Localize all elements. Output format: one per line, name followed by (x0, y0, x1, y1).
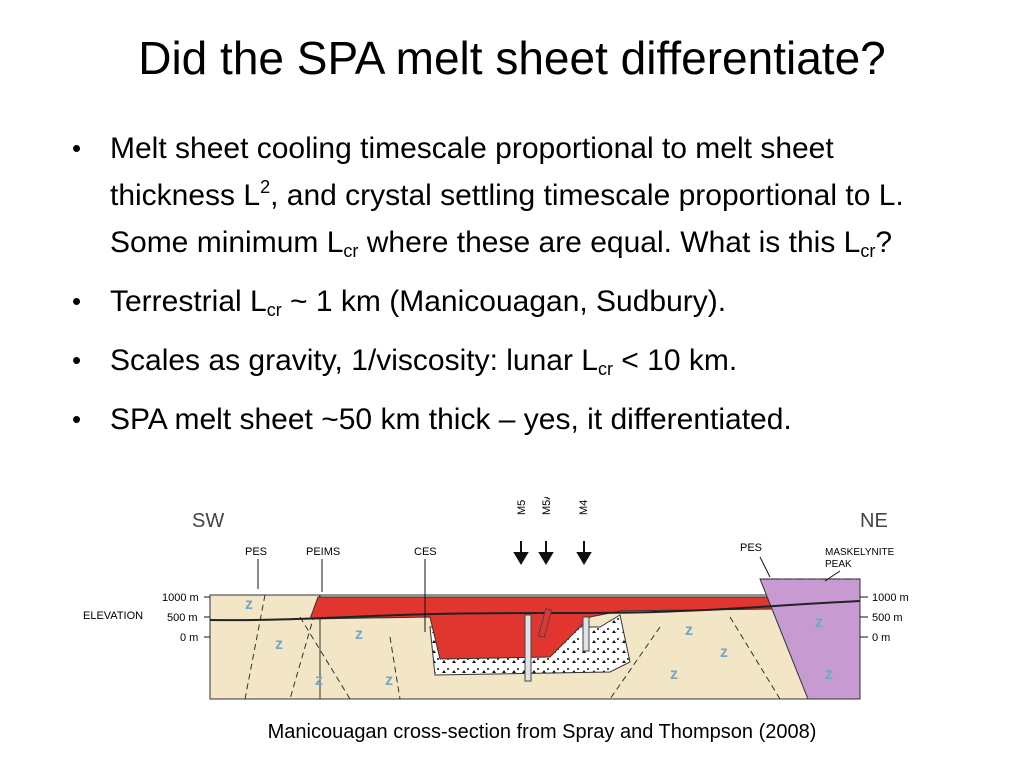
bullet-dot-icon: • (72, 286, 82, 316)
bullet-list (70, 125, 950, 455)
bullet-text: Melt sheet cooling timescale proportional to melt sheet thickness $L^2$, and crystal settling timescale proportional to L. Some minimum $L_{cr}$ where these are equal. What is this $L_{cr}$? (110, 132, 904, 261)
drill-label: M5A (541, 497, 553, 515)
drill-label: M5 (516, 499, 528, 515)
label-maskelynite: MASKELYNITE (825, 547, 895, 558)
bullet-item (70, 396, 950, 443)
label-pes-right: PES (740, 542, 763, 554)
svg-text:z: z (385, 672, 393, 689)
direction-sw: SW (192, 510, 225, 532)
svg-text:z: z (315, 672, 323, 689)
drill-core-m4 (583, 617, 589, 651)
svg-text:z: z (245, 596, 253, 613)
bullet-item (70, 337, 950, 384)
cross-section-diagram (80, 497, 940, 717)
label-peims: PEIMS (306, 546, 341, 558)
bullet-text: Scales as gravity, 1/viscosity: lunar $L_{cr} < 10$ km. (110, 344, 738, 379)
svg-text:z: z (815, 614, 823, 631)
label-ces: CES (414, 546, 437, 558)
bullet-item (70, 125, 950, 266)
country-rock-left (210, 595, 320, 699)
bullet-item (70, 278, 950, 325)
svg-text:z: z (825, 666, 833, 683)
slide-title: Did the SPA melt sheet differentiate? (138, 32, 886, 84)
elev-tick-right: 1000 m (872, 592, 909, 604)
direction-ne: NE (860, 510, 888, 532)
svg-text:z: z (275, 636, 283, 653)
svg-text:z: z (355, 626, 363, 643)
elev-tick-left: 500 m (167, 612, 198, 624)
bullet-text: Terrestrial $L_{cr}$ ~ 1 km (Manicouagan, Sudbury). (110, 285, 727, 320)
elev-tick-right: 500 m (872, 612, 903, 624)
elev-tick-right: 0 m (872, 632, 891, 644)
drill-core-m5 (525, 615, 531, 681)
label-pes-left: PES (245, 546, 268, 558)
svg-text:z: z (670, 666, 678, 683)
svg-text:z: z (685, 622, 693, 639)
bullet-dot-icon: • (72, 404, 82, 434)
elevation-label: ELEVATION (83, 610, 144, 622)
svg-text:z: z (720, 644, 728, 661)
bullet-text: SPA melt sheet ~50 km thick – yes, it differentiated. (110, 403, 792, 436)
cross-section-figure (80, 497, 940, 717)
drill-label: M4 (578, 499, 590, 515)
bullet-dot-icon: • (72, 345, 82, 375)
elev-tick-left: 0 m (180, 632, 199, 644)
elev-tick-left: 1000 m (162, 592, 199, 604)
bullet-dot-icon: • (72, 133, 82, 163)
figure-caption: Manicouagan cross-section from Spray and Thompson (2008) (267, 721, 817, 743)
label-peak: PEAK (825, 559, 852, 570)
